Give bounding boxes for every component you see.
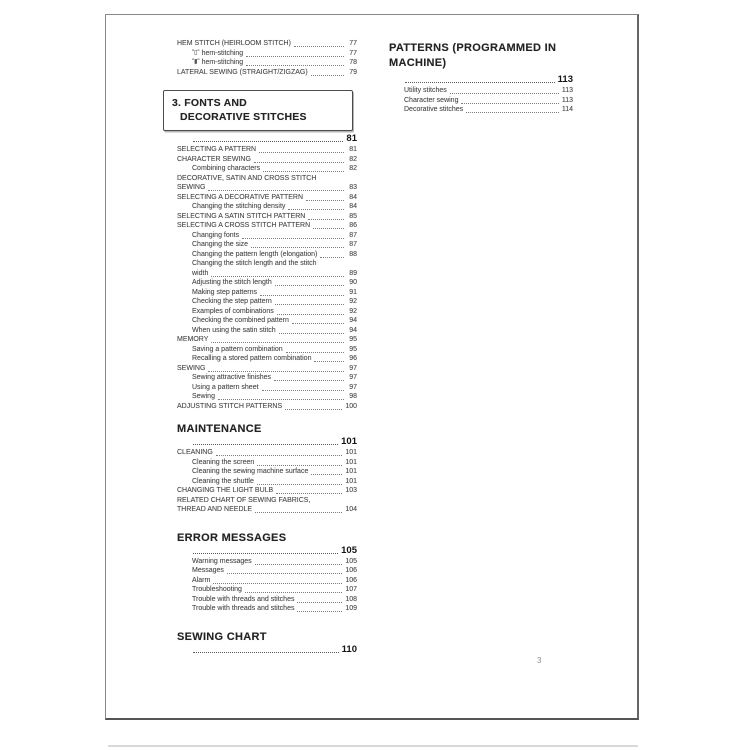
dot-leader xyxy=(275,304,344,305)
toc-entry xyxy=(177,595,357,605)
toc-entry-page: 91 xyxy=(349,288,357,296)
toc-entry xyxy=(177,354,357,364)
toc-entry xyxy=(177,212,357,222)
toc-entry xyxy=(177,39,357,49)
toc-entry xyxy=(177,288,357,298)
toc-entry xyxy=(177,240,357,250)
dot-leader xyxy=(313,228,344,229)
toc-entry-label: SEWING xyxy=(177,184,206,191)
toc-entry-label: Changing the stitch length and the stitch xyxy=(192,260,317,267)
dot-leader xyxy=(255,512,342,513)
toc-entry-label: Changing the pattern length (elongation) xyxy=(192,250,318,258)
toc-entry-label: THREAD AND NEEDLE xyxy=(177,506,253,513)
toc-entry xyxy=(177,231,357,241)
toc-entry xyxy=(177,221,357,231)
toc-entry-label: Adjusting the stitch length xyxy=(192,279,272,286)
toc-entry-label: SELECTING A CROSS STITCH PATTERN xyxy=(177,222,311,229)
dot-leader xyxy=(193,553,338,554)
dot-leader xyxy=(227,573,342,574)
toc-entry xyxy=(389,86,573,96)
toc-entry-page: 81 xyxy=(349,146,357,153)
dot-leader xyxy=(208,190,344,191)
toc-entry-label: Utility stitches xyxy=(404,87,447,94)
manual-toc-page xyxy=(105,14,639,720)
toc-entry-label: Using a pattern sheet xyxy=(192,383,259,391)
toc-entry-page: 109 xyxy=(345,605,357,612)
toc-entry-page: 77 xyxy=(349,40,357,47)
dot-leader xyxy=(306,200,344,201)
toc-entry-label: DECORATIVE, SATIN AND CROSS STITCH xyxy=(177,174,317,182)
section-start-page: 110 xyxy=(341,643,357,655)
toc-entry xyxy=(177,335,357,345)
toc-entry-page: 101 xyxy=(345,468,357,475)
toc-entry-page: 103 xyxy=(345,487,357,494)
toc-entry xyxy=(177,174,357,184)
dot-leader xyxy=(276,493,342,494)
toc-entry-page: 92 xyxy=(349,307,357,315)
dot-leader xyxy=(311,75,344,76)
toc-entry-page: 86 xyxy=(349,222,357,229)
toc-entry-label: Cleaning the shuttle xyxy=(192,477,254,485)
toc-entry-label: Decorative stitches xyxy=(404,106,464,113)
toc-entry xyxy=(177,326,357,336)
toc-entry-page: 94 xyxy=(349,326,357,334)
patterns-list xyxy=(389,86,573,115)
patterns-lead xyxy=(389,75,573,85)
dot-leader xyxy=(277,314,344,315)
toc-entry-label: MEMORY xyxy=(177,336,209,343)
dot-leader xyxy=(288,209,344,210)
dot-leader xyxy=(311,474,342,475)
toc-entry-page: 82 xyxy=(349,155,357,163)
toc-entry-label: Changing the size xyxy=(192,241,249,248)
toc-entry xyxy=(177,458,357,468)
maintenance-list xyxy=(177,448,357,515)
toc-entry xyxy=(177,345,357,355)
toc-entry-page: 97 xyxy=(349,383,357,391)
toc-entry xyxy=(177,164,357,174)
toc-entry-label: CHANGING THE LIGHT BULB xyxy=(177,487,274,494)
toc-entry-label: Alarm xyxy=(192,576,211,584)
toc-entry-label: Checking the combined pattern xyxy=(192,317,289,324)
maintenance-heading: MAINTENANCE xyxy=(177,423,262,435)
toc-entry xyxy=(177,477,357,487)
toc-entry-label: Trouble with threads and stitches xyxy=(192,605,295,612)
toc-left-column xyxy=(172,39,357,656)
toc-entry-page: 105 xyxy=(345,557,357,565)
toc-entry xyxy=(177,250,357,260)
dot-leader xyxy=(461,103,558,104)
toc-entry-page: 108 xyxy=(345,595,357,603)
dot-leader xyxy=(193,141,343,142)
page-number: 3 xyxy=(537,656,542,665)
toc-entry-label: RELATED CHART OF SEWING FABRICS, xyxy=(177,496,311,504)
dot-leader xyxy=(405,82,555,83)
toc-entry-page: 82 xyxy=(349,165,357,172)
dot-leader xyxy=(308,219,344,220)
dot-leader xyxy=(450,93,559,94)
toc-entry-label: LATERAL SEWING (STRAIGHT/ZIGZAG) xyxy=(177,68,308,76)
dot-leader xyxy=(211,342,344,343)
fonts-section-lead xyxy=(177,134,357,144)
toc-entry xyxy=(177,373,357,383)
dot-leader xyxy=(297,611,342,612)
dot-leader xyxy=(242,238,344,239)
toc-entry-label: Warning messages xyxy=(192,557,252,565)
dot-leader xyxy=(260,295,344,296)
toc-entry xyxy=(177,566,357,576)
toc-entry-page: 96 xyxy=(349,355,357,362)
dot-leader xyxy=(294,46,344,47)
toc-entry-label: Making step patterns xyxy=(192,288,257,296)
sewing-chart-heading: SEWING CHART xyxy=(177,630,267,643)
toc-entry-label: Cleaning the screen xyxy=(192,458,255,466)
section-start-page: 81 xyxy=(346,133,357,144)
toc-entry xyxy=(177,392,357,402)
toc-entry-page: 88 xyxy=(349,250,357,258)
toc-entry xyxy=(177,155,357,165)
dot-leader xyxy=(262,390,344,391)
dot-leader xyxy=(275,285,344,286)
toc-entry-label: SELECTING A DECORATIVE PATTERN xyxy=(177,193,304,201)
section-start-page: 113 xyxy=(557,74,573,85)
dot-leader xyxy=(279,333,344,334)
toc-entry-label: Sewing xyxy=(192,393,215,400)
dot-leader xyxy=(320,257,344,258)
toc-entry-label: Saving a pattern combination xyxy=(192,345,283,353)
toc-entry-label: ADJUSTING STITCH PATTERNS xyxy=(177,402,283,410)
toc-entry xyxy=(177,585,357,595)
patterns-heading-line2: MACHINE) xyxy=(389,57,447,69)
toc-entry-page: 94 xyxy=(349,317,357,324)
toc-entry xyxy=(389,105,573,115)
toc-entry-page: 106 xyxy=(345,567,357,574)
dot-leader xyxy=(216,455,343,456)
toc-entry-label: CHARACTER SEWING xyxy=(177,155,251,163)
section-start-page: 105 xyxy=(341,544,357,556)
next-page-edge xyxy=(108,745,638,747)
fonts-section-title-box xyxy=(163,90,353,131)
toc-entry-page: 97 xyxy=(349,374,357,381)
toc-entry-label: Trouble with threads and stitches xyxy=(192,595,295,603)
toc-entry xyxy=(177,604,357,614)
dot-leader xyxy=(193,444,338,445)
toc-entry-label: HEM STITCH (HEIRLOOM STITCH) xyxy=(177,40,291,47)
toc-entry xyxy=(177,145,357,155)
toc-entry-page: 85 xyxy=(349,212,357,220)
dot-leader xyxy=(251,247,344,248)
dot-leader xyxy=(257,484,342,485)
dot-leader xyxy=(213,583,342,584)
dot-leader xyxy=(254,162,344,163)
toc-entry-label: CLEANING xyxy=(177,449,213,456)
toc-entry xyxy=(177,383,357,393)
toc-entry xyxy=(177,259,357,269)
toc-entry-label: Messages xyxy=(192,567,224,574)
toc-entry-page: 84 xyxy=(349,193,357,201)
toc-entry-page: 79 xyxy=(349,68,357,76)
hem-stitch-ladder-icon: "▯" xyxy=(192,49,200,56)
dot-leader xyxy=(245,592,342,593)
toc-entry-page: 104 xyxy=(345,506,357,513)
toc-entry xyxy=(177,402,357,412)
toc-entry-label: Changing the stitching density xyxy=(192,203,286,210)
toc-entry-page: 101 xyxy=(345,477,357,485)
toc-entry xyxy=(389,96,573,106)
toc-entry-label: Checking the step pattern xyxy=(192,298,272,305)
patterns-heading-line1: PATTERNS (PROGRAMMED IN xyxy=(389,42,557,54)
toc-entry xyxy=(177,58,357,68)
toc-entry-label: Recalling a stored pattern combination xyxy=(192,355,312,362)
toc-entry-label: Character sewing xyxy=(404,96,459,104)
toc-entry-page: 114 xyxy=(561,106,573,113)
toc-entry-label: Sewing attractive finishes xyxy=(192,374,271,381)
toc-entry xyxy=(177,202,357,212)
maintenance-lead xyxy=(177,437,357,447)
toc-entry xyxy=(177,505,357,515)
dot-leader xyxy=(246,65,344,66)
dot-leader xyxy=(259,152,344,153)
toc-entry-page: 83 xyxy=(349,184,357,191)
toc-entry xyxy=(177,183,357,193)
toc-entry xyxy=(177,307,357,317)
toc-entry-label: width xyxy=(192,269,209,277)
dot-leader xyxy=(263,171,344,172)
toc-entry-page: 84 xyxy=(349,203,357,210)
toc-entry xyxy=(177,496,357,506)
dot-leader xyxy=(246,56,344,57)
toc-entry-label: SELECTING A PATTERN xyxy=(177,146,257,153)
toc-entry-page: 97 xyxy=(349,364,357,372)
toc-entry-page: 100 xyxy=(345,402,357,410)
toc-entry xyxy=(177,448,357,458)
dot-leader xyxy=(286,352,344,353)
toc-entry-page: 95 xyxy=(349,336,357,343)
toc-entry-label: hem-stitching xyxy=(201,49,244,57)
toc-entry xyxy=(177,557,357,567)
dot-leader xyxy=(274,380,344,381)
fonts-section-title-line1: 3. FONTS AND xyxy=(172,97,247,109)
toc-entry xyxy=(177,576,357,586)
dot-leader xyxy=(208,371,344,372)
toc-entry xyxy=(177,278,357,288)
toc-entry xyxy=(177,49,357,59)
toc-entry xyxy=(177,193,357,203)
dot-leader xyxy=(292,323,344,324)
toc-entry-page: 101 xyxy=(345,449,357,456)
dot-leader xyxy=(285,409,342,410)
error-messages-list xyxy=(177,557,357,614)
fonts-section-title-line2: DECORATIVE STITCHES xyxy=(180,111,307,123)
dot-leader xyxy=(193,652,339,653)
dot-leader xyxy=(255,564,343,565)
toc-entry-page: 107 xyxy=(345,586,357,593)
hem-stitch-solid-icon: "▮" xyxy=(192,59,200,65)
toc-entry-page: 77 xyxy=(349,49,357,57)
toc-entry-label: hem-stitching xyxy=(201,59,244,66)
toc-entry-page: 92 xyxy=(349,298,357,305)
toc-entry-page: 98 xyxy=(349,393,357,400)
toc-entry-page: 87 xyxy=(349,231,357,239)
toc-entry-page: 90 xyxy=(349,279,357,286)
toc-entry xyxy=(177,297,357,307)
toc-entry-label: Combining characters xyxy=(192,165,261,172)
toc-intro-list xyxy=(177,39,357,77)
toc-entry-label: Examples of combinations xyxy=(192,307,274,315)
toc-right-column xyxy=(389,41,573,115)
toc-entry-label: Troubleshooting xyxy=(192,586,242,593)
dot-leader xyxy=(297,602,342,603)
toc-entry-page: 87 xyxy=(349,241,357,248)
dot-leader xyxy=(466,112,559,113)
toc-entry-label: Cleaning the sewing machine surface xyxy=(192,468,309,475)
toc-entry-label: SELECTING A SATIN STITCH PATTERN xyxy=(177,212,306,220)
toc-entry-label: Changing fonts xyxy=(192,231,240,239)
toc-entry xyxy=(177,486,357,496)
toc-entry-label: SEWING xyxy=(177,364,206,372)
toc-entry xyxy=(177,68,357,78)
error-messages-lead xyxy=(177,546,357,556)
toc-entry-page: 101 xyxy=(345,458,357,466)
toc-entry xyxy=(177,269,357,279)
dot-leader xyxy=(218,399,344,400)
dot-leader xyxy=(257,465,342,466)
toc-entry-page: 113 xyxy=(561,96,573,104)
error-messages-heading: ERROR MESSAGES xyxy=(177,531,287,544)
toc-entry-page: 95 xyxy=(349,345,357,353)
toc-entry-page: 78 xyxy=(349,59,357,66)
toc-entry-page: 106 xyxy=(345,576,357,584)
toc-entry xyxy=(177,467,357,477)
sewing-chart-lead xyxy=(177,645,357,655)
dot-leader xyxy=(211,276,344,277)
fonts-section-list xyxy=(177,145,357,411)
toc-entry-label: When using the satin stitch xyxy=(192,326,276,334)
section-start-page: 101 xyxy=(341,436,357,447)
toc-entry xyxy=(177,364,357,374)
toc-entry-page: 89 xyxy=(349,269,357,277)
toc-entry-page: 113 xyxy=(561,87,573,94)
toc-entry xyxy=(177,316,357,326)
dot-leader xyxy=(314,361,344,362)
